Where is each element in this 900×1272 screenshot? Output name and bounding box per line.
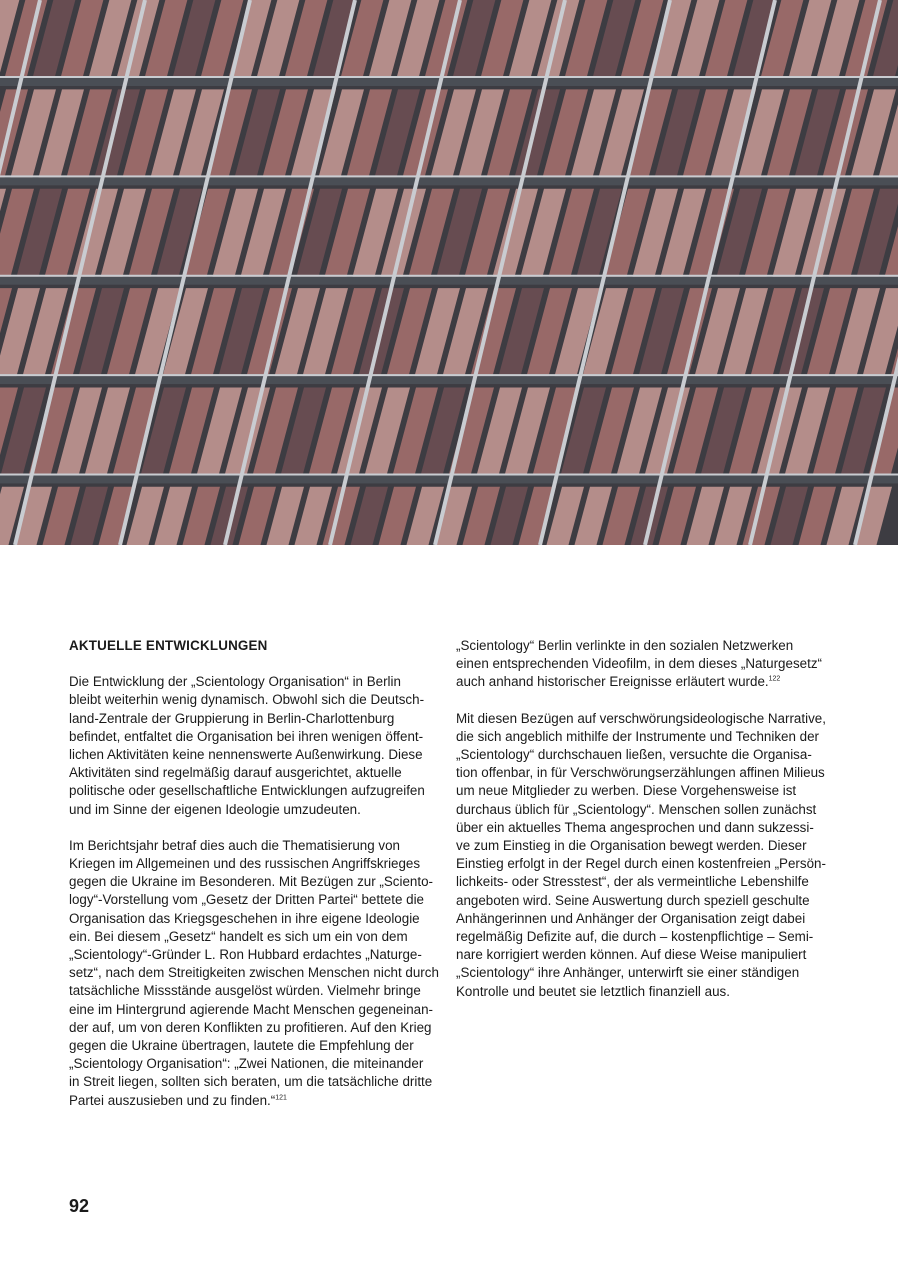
facade-illustration [0, 0, 898, 545]
paragraph-4: Mit diesen Bezügen auf verschwörungsideologische Narrative, die sich angeblich mithilfe der Instrumente und Techniken der „Scientology“ durchschauen ließen, versuchte die Organisa- tion offenbar, in für Verschwörungserzählungen affinen Milieus um neue Mitglieder zu werben. Diese Vorgehensweise ist durchaus üblich für „Scientology“. Menschen sollen zunächst über ein aktuelles Thema angesprochen und dann sukzessi- ve zum Einstieg in die Organisation bewegt werden. Dieser Einstieg erfolgt in der Regel durch einen kostenfreien „Persön- lichkeits- oder Stresstest“, der als vermeintliche Lebenshilfe angeboten wird. Seine Auswertung durch speziell geschulte Anhängerinnen und Anhänger der Organisation zeigt dabei regelmäßig Defizite auf, die durch – kostenpflichtige – Semi- nare korrigiert werden können. Auf diese Weise manipuliert „Scientology“ ihre Anhänger, unterwirft sie einer ständigen Kontrolle und beutet sie letztlich finanziell aus. [456, 710, 826, 999]
section-heading: AKTUELLE ENTWICKLUNGEN [69, 638, 268, 653]
left-column [69, 637, 441, 1128]
footnote-marker-122: 122 [768, 675, 781, 683]
floor-slab [0, 78, 898, 86]
paragraph-2-text: Im Berichtsjahr betraf dies auch die Thematisierung von Kriegen im Allgemeinen und des russischen Angriffskrieges gegen die Ukraine im Besonderen. Mit Bezügen zur „Sciento- logy“-Vorstellung vom „Gesetz der Dritten Partei“ bettete die Organisation das Kriegsgeschehen in ihre eigene Ideologie ein. Bei diesem „Gesetz“ handelt es sich um ein von dem „Scientology“-Gründer L. Ron Hubbard erdachtes „Naturge- setz“, nach dem Streitigkeiten zwischen Menschen nicht durch tatsächliche Missstände ausgelöst würden. Vielmehr bringe eine im Hintergrund agierende Macht Menschen gegeneinan- der auf, um von deren Konflikten zu profitieren. Auf den Krieg gegen die Ukraine übertragen, lautete die Empfehlung der „Scientology Organisation“: „Zwei Nationen, die miteinander in Streit liegen, sollten sich beraten, um die tatsächliche dritte Partei auszusieben und zu finden.“ [69, 837, 439, 1108]
paragraph-2 [69, 837, 441, 1110]
page-number: 92 [69, 1196, 90, 1216]
floor-slab [0, 376, 898, 384]
paragraph-3 [456, 637, 836, 692]
paragraph-3-text: „Scientology“ Berlin verlinkte in den sozialen Netzwerken einen entsprechenden Videofilm, in dem dieses „Naturgesetz“ auch anhand historischer Ereignisse erläutert wurde. [456, 638, 822, 690]
building-facade-photo [0, 0, 898, 545]
footnote-marker-121: 121 [275, 1094, 287, 1102]
right-column [456, 637, 836, 1019]
paragraph-1: Die Entwicklung der „Scientology Organisation“ in Berlin bleibt weiterhin wenig dynamisch. Obwohl sich die Deutsch- land-Zentrale der Gruppierung in Berlin-Charlottenburg befindet, entfaltet die Organisation bei ihren wenigen öffent- lichen Aktivitäten keine nennenswerte Außenwirkung. Diese Aktivitäten sind regelmäßig darauf ausgerichtet, aktuelle politische oder gesellschaftliche Entwicklungen aufzugreifen und im Sinne der eigenen Ideologie umzudeuten. [69, 674, 425, 817]
floor-slab [0, 177, 898, 185]
floor-slab [0, 277, 898, 285]
